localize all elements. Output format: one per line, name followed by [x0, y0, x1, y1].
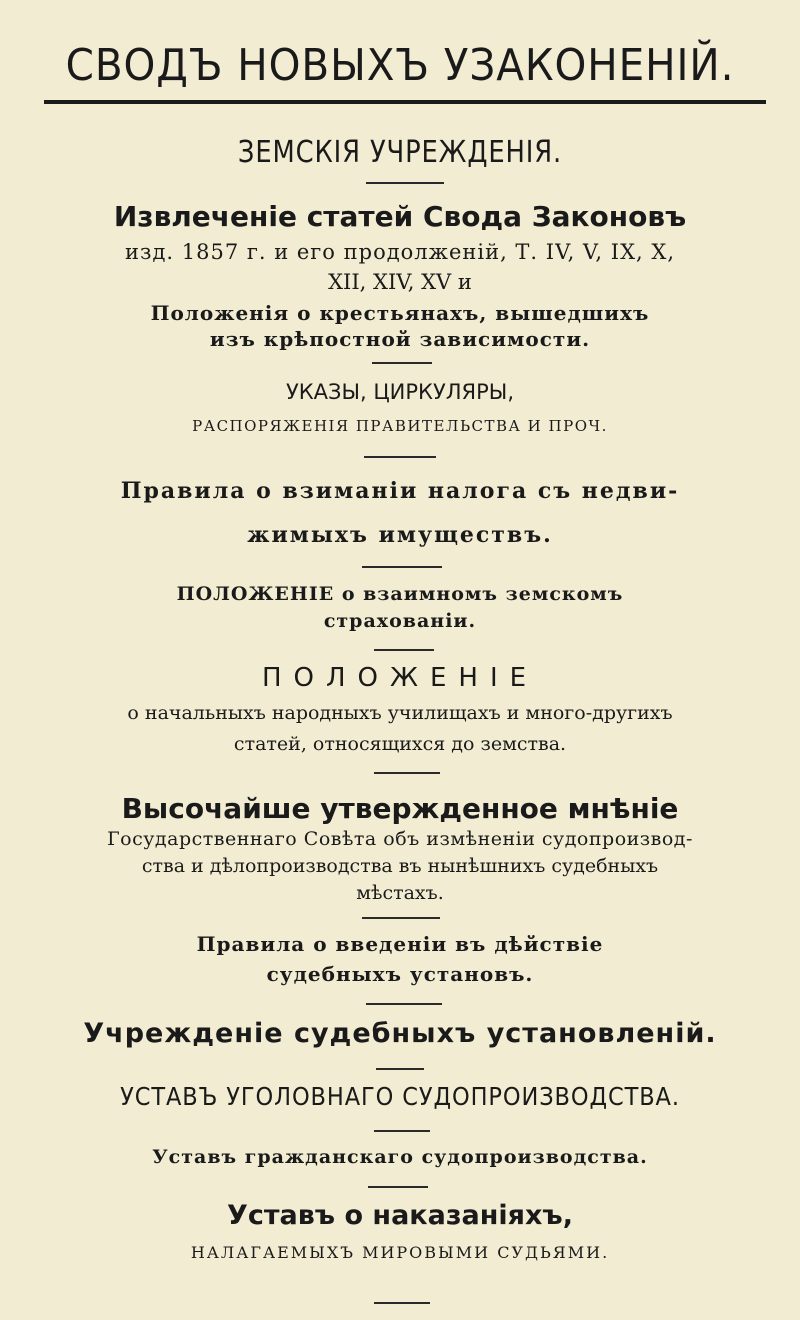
pravila-naloga-line: Правила о взиманіи налога съ недви- [120, 478, 680, 504]
divider [362, 917, 440, 919]
mnenie-line: ства и дѣлопроизводства въ нынѣшнихъ судебныхъ [141, 855, 659, 877]
izvlechenie-bold-line: изъ крѣпостной зависимости. [209, 327, 591, 351]
ustav-nakaz-subheading: НАЛАГАЕМЫХЪ МИРОВЫМИ СУДЬЯМИ. [190, 1243, 610, 1262]
divider [374, 1302, 430, 1304]
divider [374, 649, 434, 651]
polozhenie-uch-heading: ПОЛОЖЕНІЕ [261, 663, 539, 693]
uchrezhdenie-heading: Учрежденіе судебныхъ установленій. [83, 1018, 717, 1049]
polozhenie-strah-line: страхованіи. [323, 610, 477, 632]
page-title: СВОДЪ НОВЫХЪ УЗАКОНЕНІЙ. [65, 40, 735, 91]
mnenie-line: Государственнаго Совѣта объ измѣненіи судопроизвод- [107, 828, 693, 850]
section-zemskiya-heading: ЗЕМСКІЯ УЧРЕЖДЕНІЯ. [237, 135, 563, 170]
mnenie-line: мѣстахъ. [356, 882, 444, 904]
mnenie-heading: Высочайше утвержденное мнѣніе [121, 792, 679, 825]
divider [366, 182, 444, 184]
pravila-vvedenie-line: Правила о введеніи въ дѣйствіе [196, 932, 604, 956]
izvlechenie-line: XII, XIV, XV и [328, 270, 472, 294]
polozhenie-strah-line: ПОЛОЖЕНІЕ о взаимномъ земскомъ [176, 583, 624, 605]
divider [374, 1130, 430, 1132]
divider [376, 1068, 424, 1070]
izvlechenie-line: изд. 1857 г. и его продолженій, Т. IV, V, IX, X, [125, 240, 675, 264]
ukazy-heading: УКАЗЫ, ЦИРКУЛЯРЫ, [285, 380, 515, 404]
divider [366, 1003, 442, 1005]
polozhenie-uch-line: о начальныхъ народныхъ училищахъ и много-другихъ [127, 702, 673, 724]
title-rule [44, 100, 766, 104]
divider [372, 362, 432, 364]
izvlechenie-heading: Извлеченіе статей Свода Законовъ [113, 200, 687, 233]
ustav-nakaz-heading: Уставъ о наказаніяхъ, [227, 1200, 573, 1231]
divider [368, 1186, 428, 1188]
ukazy-subheading: РАСПОРЯЖЕНІЯ ПРАВИТЕЛЬСТВА И ПРОЧ. [192, 417, 608, 435]
polozhenie-uch-line: статей, относящихся до земства. [233, 733, 567, 755]
pravila-vvedenie-line: судебныхъ установъ. [266, 962, 534, 986]
divider [362, 566, 442, 568]
ustav-ugol-heading: УСТАВЪ УГОЛОВНАГО СУДОПРОИЗВОДСТВА. [120, 1082, 680, 1111]
divider [374, 772, 440, 774]
ustav-grazh-heading: Уставъ гражданскаго судопроизводства. [152, 1146, 648, 1168]
izvlechenie-bold-line: Положенія о крестьянахъ, вышедшихъ [150, 301, 650, 325]
divider [364, 456, 436, 458]
pravila-naloga-line: жимыхъ имуществъ. [247, 522, 553, 548]
